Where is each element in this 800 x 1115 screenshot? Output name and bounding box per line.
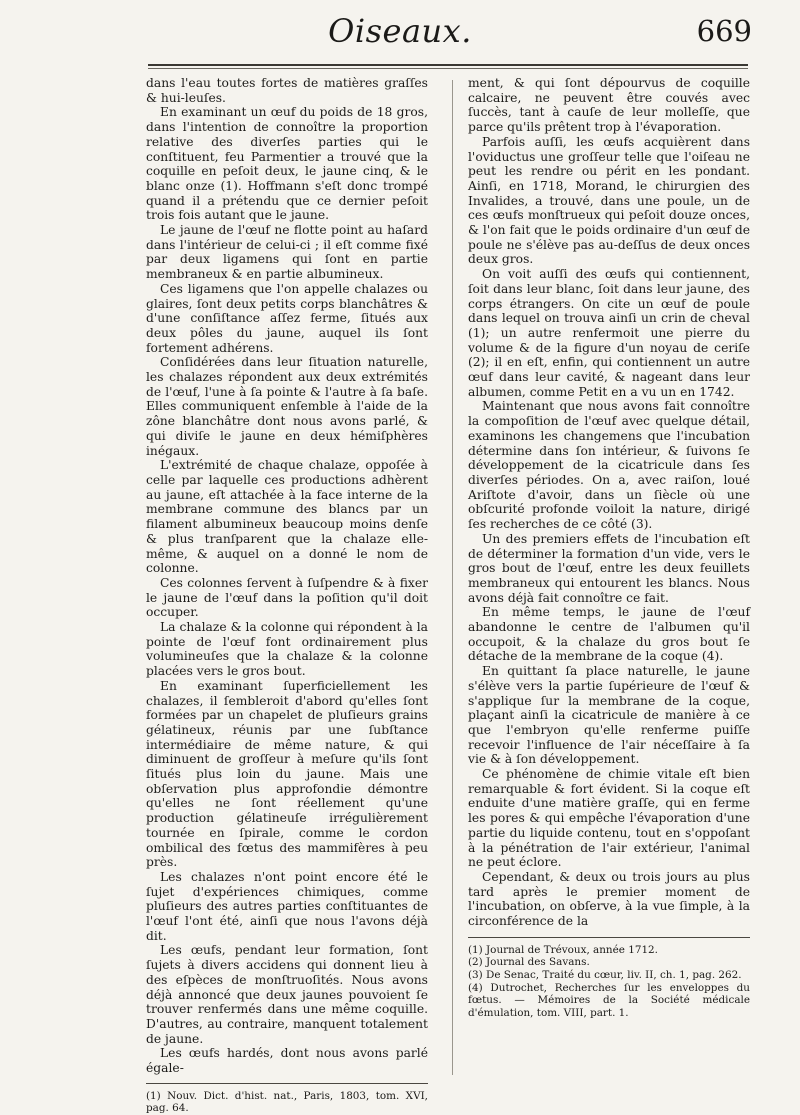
paragraph: Cependant, & deux ou trois jours au plus tard après le premier moment de l'incubation, on obſerve, à la vue ſimple, à la circonférence de la (468, 869, 750, 929)
paragraph: ment, & qui ſont dépourvus de coquille calcaire, ne peuvent être couvés avec ſuccès, tant à cauſe de leur molleſſe, que parce qu'ils prêtent trop à l'évaporation. (468, 76, 750, 135)
page-header (0, 10, 800, 70)
paragraph: Ce phénomène de chimie vitale eſt bien remarquable & fort évident. Si la coque eſt enduite d'une matière graſſe, qui en ferme les pores & qui empêche l'évaporation d'une partie du liquide contenu, tout en s'oppoſant à la pénétration de l'air extérieur, l'animal ne peut éclore. (468, 767, 750, 870)
running-title: Oiseaux. (328, 12, 472, 50)
footnote: (1) Nouv. Dict. d'hist. nat., Paris, 1803, tom. XVI, pag. 64. (146, 1089, 428, 1115)
footnote: (2) Journal des Savans. (468, 956, 590, 969)
page-number: 669 (696, 14, 752, 48)
paragraph: Conſidérées dans leur ſituation naturelle, les chalazes répondent aux deux extrémités de l'œuf, l'une à ſa pointe & l'autre à ſa baſe. Elles communiquent enſemble à l'aide de la zône blanchâtre dont nous avons parlé, & qui diviſe le jaune en deux hémiſphères inégaux. (146, 355, 428, 458)
paragraph: Les chalazes n'ont point encore été le ſujet d'expériences chimiques, comme pluſieurs des autres parties conſtituantes de l'œuf l'ont été, ainſi que nous l'avons déjà dit. (146, 869, 428, 943)
footnotes-right (468, 937, 750, 1020)
footnotes-left (146, 1083, 428, 1115)
paragraph: En examinant un œuf du poids de 18 gros, dans l'intention de connoître la proportion relative des diverſes parties qui le conſtituent, feu Parmentier a trouvé que la coquille en peſoit deux, le jaune cinq, & le blanc onze (1). Hoffmann s'eſt donc trompé quand il a prétendu que ce dernier peſoit trois fois autant que le jaune. (146, 105, 428, 223)
paragraph: Un des premiers effets de l'incubation eſt de déterminer la formation d'un vide, vers le gros bout de l'œuf, entre les deux feuillets membraneux qui entourent les blancs. Nous avons déjà fait connoître ce fait. (468, 531, 750, 605)
paragraph: En examinant ſuperficiellement les chalazes, il ſembleroit d'abord qu'elles ſont formées par un chapelet de pluſieurs grains gélatineux, réunis par une ſubſtance intermédiaire de même nature, & qui diminuent de groſſeur à meſure qu'ils ſont ſitués plus loin du jaune. Mais une obſervation plus approfondie démontre qu'elles ne ſont réellement qu'une production gélatineuſe irrégulièrement tournée en ſpirale, comme le cordon ombilical des fœtus des mammifères à peu près. (146, 678, 428, 870)
column-divider (452, 80, 453, 1075)
paragraph: Les œufs hardés, dont nous avons parlé égale- (146, 1046, 428, 1076)
right-column (468, 76, 750, 1019)
paragraph: L'extrémité de chaque chalaze, oppoſée à celle par laquelle ces productions adhèrent au jaune, eſt attachée à la face interne de la membrane commune des blancs par un filament albumineux beaucoup moins denſe & plus tranſparent que la chalaze elle-même, & auquel on a donné le nom de colonne. (146, 458, 428, 576)
header-rule (148, 64, 748, 66)
paragraph: Maintenant que nous avons fait connoître la compoſition de l'œuf avec quelque détail, examinons les changemens que l'incubation détermine dans ſon intérieur, & ſuivons ſe développement de la cicatricule dans ſes diverſes périodes. On a, avec raiſon, loué Ariſtote d'avoir, dans un ſiècle où une obſcurité profonde voiloit la nature, dirigé ſes recherches de ce côté (3). (468, 399, 750, 532)
paragraph: Parfois auſſi, les œufs acquièrent dans l'oviductus une groſſeur telle que l'oiſeau ne peut les rendre ou périt en les pondant. Ainſi, en 1718, Morand, le chirurgien des Invalides, a trouvé, dans une poule, un de ces œufs monſtrueux qui peſoit douze onces, & l'on fait que le poids ordinaire d'un œuf de poule ne s'élève pas au-deſſus de deux onces deux gros. (468, 134, 750, 267)
paragraph: Les œufs, pendant leur formation, ſont ſujets à divers accidens qui donnent lieu à des eſpèces de monſtruoſités. Nous avons déjà annoncé que deux jaunes pouvoient ſe trouver renfermés dans une même coquille. D'autres, au contraire, manquent totalement de jaune. (146, 943, 428, 1046)
footnote: (1) Journal de Trévoux, année 1712. (468, 943, 658, 956)
paragraph: En quittant ſa place naturelle, le jaune s'élève vers la partie ſupérieure de l'œuf & s'applique ſur la membrane de la coque, plaçant ainſi la cicatricule de manière à ce que l'embryon qu'elle renferme puiſſe recevoir l'influence de l'air néceſſaire à ſa vie & à ſon développement. (468, 664, 750, 767)
paragraph: Le jaune de l'œuf ne flotte point au haſard dans l'intérieur de celui-ci ; il eſt comme fixé par deux ligamens qui ſont en partie membraneux & en partie albumineux. (146, 223, 428, 282)
paragraph: En même temps, le jaune de l'œuf abandonne le centre de l'albumen qu'il occupoit, & la chalaze du gros bout ſe détache de la membrane de la coque (4). (468, 605, 750, 664)
paragraph: Ces ligamens que l'on appelle chalazes ou glaires, ſont deux petits corps blanchâtres & d'une conſiſtance aſſez ferme, ſitués aux deux pôles du jaune, auquel ils ſont fortement adhérens. (146, 281, 428, 355)
left-column (146, 76, 428, 1115)
footnote: (4) Dutrochet, Recherches ſur les enveloppes du fœtus. — Mémoires de la Société médicale d'émulation, tom. VIII, part. 1. (468, 981, 750, 1019)
paragraph: Ces colonnes ſervent à ſuſpendre & à fixer le jaune de l'œuf dans la poſition qu'il doit occuper. (146, 575, 428, 620)
paragraph: dans l'eau toutes fortes de matières graſſes & hui-leuſes. (146, 76, 428, 105)
header-rule-thin (148, 68, 748, 69)
paragraph: On voit auſſi des œufs qui contiennent, ſoit dans leur blanc, ſoit dans leur jaune, des corps étrangers. On cite un œuf de poule dans lequel on trouva ainſi un crin de cheval (1); un autre renfermoit une pierre du volume & de la figure d'un noyau de ceriſe (2); il en eſt, enfin, qui contiennent un autre œuf dans leur cavité, & nageant dans leur albumen, comme Petit en a vu un en 1742. (468, 267, 750, 399)
footnote: (3) De Senac, Traité du cœur, liv. II, ch. 1, pag. 262. (468, 968, 742, 981)
paragraph: La chalaze & la colonne qui répondent à la pointe de l'œuf font ordinairement plus volumineuſes que la chalaze & la colonne placées vers le gros bout. (146, 620, 428, 679)
